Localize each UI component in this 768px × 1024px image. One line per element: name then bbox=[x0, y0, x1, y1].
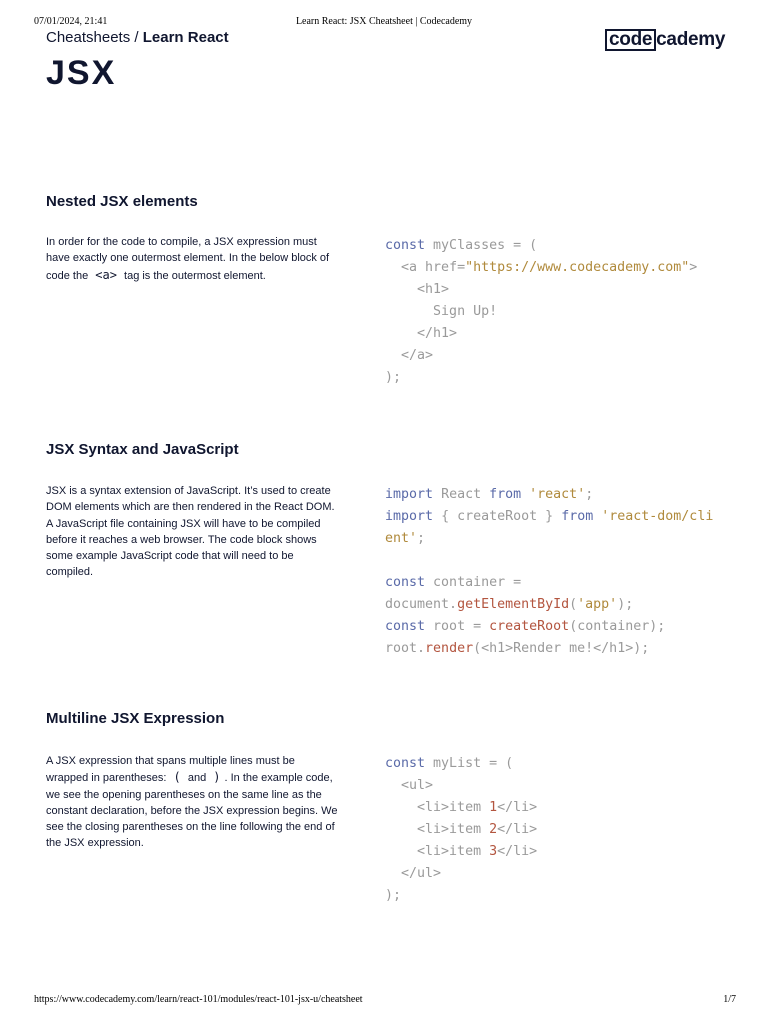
print-datetime: 07/01/2024, 21:41 bbox=[34, 16, 108, 27]
section-description-nested-jsx: In order for the code to compile, a JSX expression must have exactly one outermost element. In the below block of code the <a> tag is the outermost element. bbox=[46, 236, 330, 282]
inline-code-open-paren: ( bbox=[173, 770, 181, 785]
page-title: JSX bbox=[46, 54, 117, 92]
breadcrumb-current[interactable]: Learn React bbox=[142, 29, 229, 46]
codecademy-logo[interactable] bbox=[605, 29, 725, 51]
section-description-multiline-jsx: A JSX expression that spans multiple lines must be wrapped in parentheses: ( and ) . In the example code, we see the opening parentheses on the same line as the constant declaration, before the JSX expression begins. We see the closing parentheses on the line following the end of the JSX expression. bbox=[46, 755, 338, 850]
breadcrumb-cheatsheets-link[interactable]: Cheatsheets bbox=[46, 29, 131, 46]
code-block-nested-jsx[interactable]: const myClasses = ( <a href="https://www.codecademy.com"> <h1> Sign Up! </h1> </a> ); bbox=[385, 238, 698, 385]
code-block-multiline-jsx[interactable]: const myList = ( <ul> <li>item 1</li> <li>item 2</li> <li>item 3</li> </ul> ); bbox=[385, 756, 538, 903]
print-page-number: 1/7 bbox=[723, 994, 736, 1005]
print-url: https://www.codecademy.com/learn/react-101/modules/react-101-jsx-u/cheatsheet bbox=[34, 994, 363, 1005]
inline-code-close-paren: ) bbox=[213, 770, 221, 785]
logo-code-box: code bbox=[605, 29, 656, 51]
inline-code-a-tag: <a> bbox=[95, 267, 117, 282]
section-description-jsx-syntax: JSX is a syntax extension of JavaScript. It’s used to create DOM elements which are then rendered in the React DOM. A JavaScript file containing JSX will have to be compiled before it reaches a web browser. The code block shows some example JavaScript code that will need to be compiled. bbox=[46, 485, 335, 579]
section-title-multiline-jsx: Multiline JSX Expression bbox=[46, 710, 225, 727]
code-block-jsx-syntax[interactable]: import React from 'react'; import { createRoot } from 'react-dom/client'; const container = document.getElementById('app'); const root = createRoot(container); root.render(<h1>Render me!</h1>); bbox=[385, 487, 714, 656]
breadcrumb-separator: / bbox=[134, 29, 139, 46]
print-document-title: Learn React: JSX Cheatsheet | Codecademy bbox=[295, 16, 473, 27]
logo-cademy-text: cademy bbox=[656, 29, 726, 50]
section-title-nested-jsx: Nested JSX elements bbox=[46, 193, 198, 210]
section-title-jsx-syntax: JSX Syntax and JavaScript bbox=[46, 441, 239, 458]
breadcrumb bbox=[46, 29, 229, 46]
